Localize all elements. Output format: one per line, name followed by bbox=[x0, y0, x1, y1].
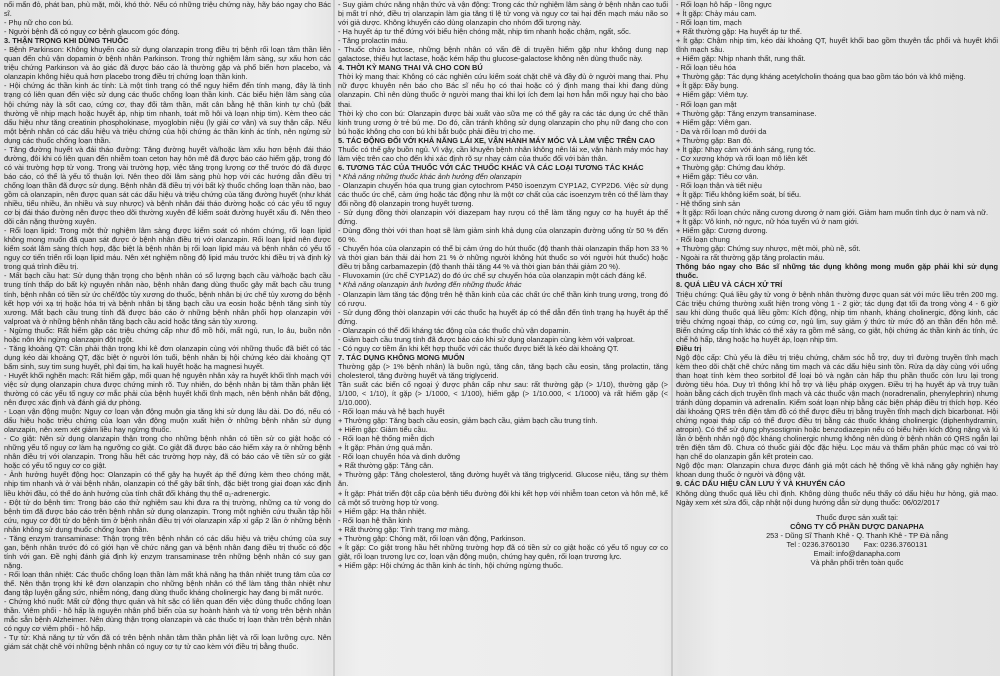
paragraph: - Cơ xương khớp và rối loạn mô liên kết bbox=[676, 153, 808, 163]
paragraph: + Thường gặp: Ban đỏ. bbox=[676, 135, 753, 145]
paragraph: + Ít gặp: Chảy máu cam. bbox=[676, 9, 757, 19]
paragraph: - Sử dụng đồng thời olanzapin với diazepam hay rượu có thể làm tăng nguy cơ hạ huyết áp thế đứng. bbox=[338, 208, 668, 227]
paragraph: + Ít gặp: Co giật trong hầu hết những trường hợp đã có tiền sử co giật hoặc có yếu tố nguy cơ co giật, rối loạn trương lực cơ, loạn vận động muộn, chứng hay quên, rối loạn trương lực. bbox=[338, 542, 668, 561]
paragraph: - Bệnh Parkinson: Không khuyến cáo sử dụng olanzapin trong điều trị bệnh rối loạn tâm thần liên quan đến chủ vận dopamin ở bệnh nhân Parkinson. Trong thử nghiệm lâm sàng, sự xấu hơn các triệu chứng Parkinson và ảo giác đã được báo cáo là thường gặp và phổ biến hơn placebo, và olanzapin không hiệu quả hơn placebo trong điều trị chứng loạn thần kinh. bbox=[4, 45, 331, 82]
paragraph: - Mất bạch cầu hạt: Sử dụng thận trọng cho bệnh nhân có số lượng bạch cầu và/hoặc bạch cầu trung tính thấp do bất kỳ nguyên nhân nào, bệnh nhân đang dùng thuốc gây mất bạch cầu trung tính, bệnh nhân có tiền sử ức chế/độc tủy xương do thuốc, bệnh nhân bị ức chế tủy xương do bệnh kết hợp với xạ trị hoặc hóa trị và bệnh nhân bị tăng bạch cầu ưa eosin hoặc bệnh tăng sinh tủy xương. Mất bạch cầu trung tính đã được báo cáo ở những bệnh nhân phối hợp olanzapin với valproat và ở những bệnh nhân tăng bạch cầu acid hoặc tăng sản tủy xương. bbox=[4, 271, 331, 326]
paragraph: - Người bệnh đã có nguy cơ bệnh glaucom góc đóng. bbox=[4, 27, 180, 37]
paragraph: - Fluvoxamin (ức chế CYP1A2) do đó ức chế sự chuyển hóa của olanzapin một cách đáng kể. bbox=[338, 271, 647, 281]
paragraph: - Olanzapin có thể đối kháng tác động của các thuốc chủ vận dopamin. bbox=[338, 325, 571, 335]
paragraph: - Rối loạn thận và tiết niệu bbox=[676, 180, 762, 190]
paragraph: + Hiếm gặp: Cương dương. bbox=[676, 226, 768, 236]
paragraph: - Giảm bạch cầu trung tính đã được báo cáo khi sử dụng olanzapin cùng kèm với valproat. bbox=[338, 334, 635, 344]
column-right-body bbox=[676, 0, 998, 507]
column-right bbox=[676, 0, 998, 676]
paragraph: - Rối loạn chuyển hóa và dinh dưỡng bbox=[338, 452, 460, 462]
section-heading: 9. CÁC DẤU HIỆU CẦN LƯU Ý VÀ KHUYẾN CÁO bbox=[676, 479, 846, 489]
paragraph: + Thường gặp: Tăng bạch cầu eosin, giảm bạch cầu, giảm bạch cầu trung tính. bbox=[338, 416, 598, 426]
paragraph: - Hệ thống sinh sản bbox=[676, 199, 741, 209]
footer-tel: Tel : 0236.3760130 bbox=[786, 539, 850, 549]
paragraph: - Co giật: Nên sử dụng olanzapin thận trọng cho những bệnh nhân có tiền sử co giật hoặc có những yếu tố nguy cơ làm hạ ngưỡng co giật. Co giật đã được báo cáo hiếm xảy ra ở những bệnh nhân điều trị với olanzapin. Trong hầu hết các trường hợp này, đã có báo cáo về tiền sử co giật hoặc có yếu tố nguy cơ co giật. bbox=[4, 434, 331, 471]
paragraph: - Chứng khó nuốt: Mất cử động thực quản và hít sặc có liên quan đến việc dùng thuốc chống loạn thần. Viêm phổi - hô hấp là nguyên nhân phổ biến của sự hoành hành và tử vong trên bệnh nhân mắc sẵn bệnh Alzheimer. Nên dùng thận trọng olanzapin và các thuốc trị loạn thần trên bệnh nhân có nguy cơ viêm phổi - hô hấp. bbox=[4, 597, 331, 634]
paragraph: - Phụ nữ cho con bú. bbox=[4, 18, 74, 28]
paragraph: + Ít gặp: Phản ứng quá mẫn. bbox=[338, 443, 433, 453]
paragraph: - Ngoài ra rất thường gặp tăng prolactin máu. bbox=[676, 253, 825, 263]
paragraph: + Rất thường gặp: Tình trạng mơ màng. bbox=[338, 524, 470, 534]
paragraph: - Rối loạn lipid: Trong một thử nghiệm lâm sàng được kiểm soát có nhóm chứng, rối loạn lipid không mong muốn đã quan sát được ở bệnh nhân điều trị với olanzapin. Rối loạn lipid nên được kiểm soát lâm sàng thích hợp, đặc biệt là bệnh nhân bị rối loạn lipid máu và bệnh nhân có yếu tố nguy cơ tiến triển rối loạn lipid máu. Nên xét nghiệm nồng độ lipid máu trước khi điều trị và định kỳ trong quá trình điều trị. bbox=[4, 226, 331, 272]
paragraph: + Thường gặp: Chóng mặt, rối loạn vận động, Parkinson. bbox=[338, 533, 526, 543]
paragraph: - Tăng enzym transaminase: Thận trọng trên bệnh nhân có các dấu hiệu và triệu chứng của suy gan, bệnh nhân trước đó có giới hạn về chức năng gan và bệnh nhân đang điều trị thuốc có độc tính với gan. Đề nghị đánh giá định kỳ enzym transaminase trên những bệnh nhân có suy gan nặng. bbox=[4, 533, 331, 570]
paragraph: - Ảnh hưởng huyết động học: Olanzapin có thể gây hạ huyết áp thế đứng kèm theo chóng mặt, nhịp tim nhanh và ở vài bệnh nhân, olanzapin có thể gây bất tỉnh, đặc biệt trong giai đoạn xác định liều khởi đầu, có thể do ảnh hưởng của tính chất đối kháng thụ thể α₁-adrenergic. bbox=[4, 470, 331, 498]
section-heading: 5. TÁC ĐỘNG ĐỐI VỚI KHẢ NĂNG LÁI XE, VẬN HÀNH MÁY MÓC VÀ LÀM VIỆC TRÊN CAO bbox=[338, 135, 655, 145]
paragraph: - Olanzapin làm tăng tác động trên hệ thần kinh của các chất ức chế thần kinh trung ương, trong đó có rượu. bbox=[338, 289, 668, 308]
paragraph: + Hiếm gặp: Hội chứng ác thần kinh ác tính, hội chứng ngừng thuốc. bbox=[338, 560, 563, 570]
fold-line bbox=[333, 0, 335, 676]
paragraph: + Ít gặp: Đầy bụng. bbox=[676, 81, 739, 91]
footer-fax: Fax: 0236.3760131 bbox=[863, 539, 928, 549]
footer-made-at: Thuốc được sản xuất tại: bbox=[815, 512, 899, 522]
paragraph: - Đột tử do bệnh tim: Trong báo cáo thử nghiệm sau khi đưa ra thị trường, những ca tử vong do bệnh tim đã được báo cáo trên bệnh nhân sử dụng olanzapin. Trong một nghiên cứu thuần tập hồi cứu, nguy cơ đột tử do bệnh tim ở bệnh nhân điều trị với olanzapin xấp xỉ gấp 2 lần ở những bệnh nhân không sử dụng thuốc chống loạn thần. bbox=[4, 497, 331, 534]
paragraph: nổi mẩn đỏ, phát ban, phù mặt, môi, khó thở. Nếu có những triệu chứng này, hãy báo ngay cho Bác sĩ. bbox=[4, 0, 331, 19]
paragraph: - Dùng đồng thời với than hoạt sẽ làm giảm sinh khả dụng của olanzapin đường uống từ 50 % đến 60 %. bbox=[338, 226, 668, 245]
paragraph: Không dùng thuốc quá liều chỉ định. Không dùng thuốc nếu thấy có dấu hiệu hư hỏng, giả mạo. Ngày xem xét sửa đổi, cập nhật nội dung hướng dẫn sử dụng thuốc: 06/02/2017 bbox=[676, 488, 998, 507]
paragraph: - Tăng prolactin máu. bbox=[338, 36, 408, 46]
manufacturer-footer bbox=[716, 513, 998, 567]
footer-company: CÔNG TY CỔ PHẦN DƯỢC DANAPHA bbox=[790, 521, 924, 531]
paragraph: * Khả năng những thuốc khác ảnh hưởng đến olanzapin bbox=[338, 171, 522, 181]
paragraph: + Hiếm gặp: Nhịp nhanh thất, rung thất. bbox=[676, 54, 806, 64]
paragraph: + Hiếm gặp: Tiêu cơ vân. bbox=[676, 171, 759, 181]
paragraph: - Hạ huyết áp tư thế đứng với biểu hiện chóng mặt, nhịp tim nhanh hoặc chậm, ngất, sốc. bbox=[338, 27, 631, 37]
paragraph: - Ngừng thuốc: Rất hiếm gặp các triệu chứng cấp như đổ mồ hôi, mất ngủ, run, lo âu, buồn nôn hoặc nôn khi ngừng olanzapin đột ngột. bbox=[4, 325, 331, 344]
column-left bbox=[4, 0, 331, 676]
paragraph: + Thường gặp: Tăng cholesterol, tăng đường huyết và tăng triglycerid. Glucose niệu, tăng sự thèm ăn. bbox=[338, 470, 668, 489]
footer-address: 253 - Dũng Sĩ Thanh Khê - Q. Thanh Khê - TP Đà nẵng bbox=[766, 530, 948, 540]
section-heading: 7. TÁC DỤNG KHÔNG MONG MUỐN bbox=[338, 352, 465, 362]
paragraph: + Ít gặp: Nhạy cảm với ánh sáng, rụng tóc. bbox=[676, 144, 816, 154]
section-heading: 8. QUÁ LIỀU VÀ CÁCH XỬ TRÍ bbox=[676, 280, 783, 290]
paragraph: - Rối loạn hô hấp - lồng ngực bbox=[676, 0, 772, 9]
paragraph: Thời kỳ mang thai: Không có các nghiên cứu kiểm soát chặt chẽ và đầy đủ ở người mang thai. Phụ nữ được khuyên nên báo cho Bác sĩ nếu họ có thai hoặc có ý định mang thai khi đang dùng olanzapin. Chỉ nên dùng thuốc ở người mang thai khi lợi ích đem lại hơn hẳn mối nguy hại cho bào thai. bbox=[338, 72, 668, 109]
paragraph: Ngộ độc cấp: Chủ yếu là điều trị triệu chứng, chăm sóc hỗ trợ, duy trì đường truyền tĩnh mạch kèm theo dõi chặt chẽ chức năng tim mạch và các dấu hiệu sinh tồn. Rửa dạ dày cùng với uống than hoạt tính kèm theo sorbitol để loại bỏ và ngăn cản hấp thu phần thuốc còn lưu lại trong đường tiêu hóa. Duy trì thông khí hỗ trợ và liệu pháp oxygen. Điều trị hạ huyết áp và trụy tuần hoàn bằng cách dịch truyền tĩnh mạch và các thuốc vận mạch (noradrenalin, phenylephrin) nhưng tránh dùng dopamin và adrenalin. Kiểm soát loạn nhịp bằng các biện pháp điều trị thích hợp. Kéo dài khoảng QRS trên điện tâm đồ có thể được điều trị bằng truyền tĩnh mạch dịch bicarbonat. Hội chứng ngoại tháp cấp có thể được điều trị bằng các thuốc kháng cholinergic (diphenhydramin, atropin). Có thể sử dụng physostigmin hoặc benzodiazepin nếu có biểu hiện kích động nặng và lú lẫn ở bệnh nhân ngộ độc kháng cholinergic nhưng không nên dùng ở bệnh nhân có QRS ngắn lại trên điện tâm đồ. Chưa có thuốc giải độc đặc hiệu. Lọc máu và thẩm phân phúc mạc có vai trò hạn chế do olanzapin gắn kết protein cao. bbox=[676, 352, 998, 462]
paragraph: Thông báo ngay cho Bác sĩ những tác dụng không mong muốn gặp phải khi sử dụng thuốc. bbox=[676, 262, 998, 281]
paragraph: - Rối loạn thân nhiệt: Các thuốc chống loạn thần làm mất khả năng hạ thân nhiệt trung tâm của cơ thể. Nên thận trọng khi kê đơn olanzapin cho những bệnh nhân có thể làm tăng thân nhiệt như đang tập luyện gắng sức, nhiễm nóng, đang dùng thuốc kháng cholinergic hay đang bị mất nước. bbox=[4, 569, 331, 598]
paragraph: - Loạn vận động muộn: Nguy cơ loạn vận động muộn gia tăng khi sử dụng lâu dài. Do đó, nếu có dấu hiệu hoặc triệu chứng của loạn vận động muộn xuất hiện ở những bệnh nhân sử dụng olanzapin, nên xem xét giảm liều hay ngừng thuốc. bbox=[4, 407, 331, 435]
paragraph: + Ít gặp: Phát triển đột cấp của bệnh tiểu đường đôi khi kết hợp với nhiễm toan ceton và hôn mê, kể cả một số trường hợp tử vong. bbox=[338, 488, 668, 507]
paragraph: + Rất thường gặp: Tăng cân. bbox=[338, 461, 434, 471]
paragraph: - Chuyển hóa của olanzapin có thể bị cảm ứng do hút thuốc (độ thanh thải olanzapin thấp hơn 33 % và thời gian bán thải dài hơn 21 % ở những người không hút thuốc so với người hút thuốc) hoặc điều trị bằng carbamazepin (độ thanh thải tăng 44 % và thời gian bán thải giảm 20 %). bbox=[338, 244, 668, 272]
paragraph: - Hội chứng ác thần kinh ác tính: Là một tình trạng có thể nguy hiểm đến tính mạng, đây là tình trạng có liên quan đến việc sử dụng các thuốc chống loạn thần kinh. Các biểu hiện lâm sàng của hội chứng này là sốt cao, cứng cơ, thay đổi tâm thần, mất cân bằng hệ thần kinh tự chủ (bất thường về nhịp mạch hoặc huyết áp, nhịp tim nhanh, toát mồ hôi và loạn nhịp tim). Kèm theo các dấu hiệu như tăng creatinin phosphokinase, myoglobin niệu (ly giải cơ vân) và suy thận cấp. Nếu một bệnh nhân có các dấu hiệu và triệu chứng của hội chứng ác thần kinh ác tính, nên ngừng sử dụng các thuốc chống loạn thần. bbox=[4, 81, 331, 145]
paragraph: - Tự tử: Khả năng tự tử vốn đã có trên bệnh nhân tâm thần phân liệt và rối loạn lưỡng cực. Nên giám sát chặt chẽ với những bệnh nhân có nguy cơ tự tử cao kèm với điều trị bằng thuốc. bbox=[4, 633, 331, 652]
paragraph: - Rối loạn máu và hệ bạch huyết bbox=[338, 407, 445, 417]
section-heading: 4. THỜI KỲ MANG THAI VÀ CHO CON BÚ bbox=[338, 63, 483, 73]
paragraph: - Tăng khoảng QT: Cần phải thận trọng khi kê đơn olanzapin cùng với những thuốc đã biết có tác dụng kéo dài khoảng QT, đặc biệt ở người lớn tuổi, bệnh nhân bị hội chứng kéo dài khoảng QT bẩm sinh, suy tim sung huyết, phì đại tim, hạ kali huyết hoặc hạ magnesi huyết. bbox=[4, 343, 331, 371]
paragraph: + Thường gặp: Chứng suy nhược, mệt mỏi, phù nề, sốt. bbox=[676, 244, 861, 254]
paragraph: - Rối loạn chung bbox=[676, 235, 730, 245]
paragraph: + Rất thường gặp: Hạ huyết áp tư thế. bbox=[676, 27, 802, 37]
paragraph: Thường gặp (> 1% bệnh nhân) là buồn ngủ, tăng cân, tăng bạch cầu eosin, tăng prolactin, tăng cholesterol, tăng đường huyết và tăng triglycerid. bbox=[338, 361, 668, 380]
paragraph: + Hiếm gặp: Hạ thân nhiệt. bbox=[338, 506, 427, 516]
footer-distribution: Và phân phối trên toàn quốc bbox=[810, 557, 904, 567]
paragraph: + Thường gặp: Tác dụng kháng acetylcholin thoáng qua bao gồm táo bón và khô miệng. bbox=[676, 72, 966, 82]
footer-phone-fax bbox=[716, 540, 998, 549]
fold-line bbox=[671, 0, 673, 676]
footer-email: Email: info@danapha.com bbox=[813, 548, 901, 558]
paragraph: - Tăng đường huyết và đái tháo đường: Tăng đường huyết và/hoặc làm xấu hơn bệnh đái tháo đường, đôi khi có liên quan đến nhiễm toan ceton hay hôn mê đã được báo cáo hiếm gặp, trong đó có vài trường hợp tử vong. Trong vài trường hợp, việc tăng trọng lượng cơ thể trước đó đã được báo cáo, có thể là yếu tố thuận lợi. Nên theo dõi lâm sàng phù hợp với các hướng dẫn điều trị chống loạn thần đã được sử dụng. Bệnh nhân đã điều trị với bất kỳ thuốc chống loạn thần nào, bao gồm cả olanzapin, nên được quan sát các dấu hiệu và triệu chứng của tăng đường huyết (như khát nhiều, tiểu nhiều, ăn nhiều và suy nhược) và bệnh nhân đái tháo đường hoặc có các yếu tố nguy cơ bị đái tháo đường nên được theo dõi thường xuyên để kiểm soát đường huyết xấu đi. Nên theo dõi cân nặng thường xuyên. bbox=[4, 144, 331, 227]
paragraph: Thời kỳ cho con bú: Olanzapin được bài xuất vào sữa mẹ có thể gây ra các tác dụng ức chế thần kinh trung ương ở trẻ bú mẹ. Do đó, cần tránh không sử dụng olanzapin cho phụ nữ đang cho con bú hoặc không cho con bú khi bắt buộc phải điều trị cho mẹ. bbox=[338, 108, 668, 136]
column-middle bbox=[338, 0, 668, 676]
paragraph: - Suy giảm chức năng nhận thức và vận động: Trong các thử nghiệm lâm sàng ở bệnh nhân cao tuổi bị mất trí nhớ, điều trị olanzapin làm gia tăng tỉ lệ tử vong và nguy cơ tai hại đến mạch máu não so với giả dược. Không khuyến cáo dùng olanzapin cho nhóm đối tượng này. bbox=[338, 0, 668, 28]
paragraph: + Ít gặp: Chậm nhịp tim, kéo dài khoảng QT, huyết khối bao gồm thuyên tắc phổi và huyết khối tĩnh mạch sâu. bbox=[676, 36, 998, 55]
paragraph: - Rối loạn tiêu hóa bbox=[676, 63, 736, 73]
paragraph: Tần suất các biến cố ngoại ý được phân cấp như sau: rất thường gặp (> 1/10), thường gặp (> 1/100, < 1/10), ít gặp (> 1/1000, < 1/100), hiếm gặp (> 1/10.000, < 1/1000) và rất hiếm gặp (< 1/10.000). bbox=[338, 379, 668, 408]
paragraph: - Olanzapin chuyển hóa qua trung gian cytochrom P450 isoenzym CYP1A2, CYP2D6. Việc sử dụng các thuốc ức chế, cảm ứng hoặc tác động như là một cơ chất của các isoenzym trên có thể làm thay đổi nồng độ olanzapin trong huyết tương. bbox=[338, 180, 668, 209]
paragraph: Ngộ độc mạn: Olanzapin chưa được đánh giá một cách hệ thống về khả năng gây nghiện hay khoan dung thuốc ở người và động vật. bbox=[676, 461, 998, 480]
paragraph: + Ít gặp: Rối loạn chức năng cương dương ở nam giới. Giảm ham muốn tình dục ở nam và nữ. bbox=[676, 208, 989, 218]
paragraph: - Sử dụng đồng thời olanzapin với các thuốc hạ huyết áp có thể dẫn đến tình trạng hạ huyết áp thế đứng. bbox=[338, 307, 668, 326]
paragraph: Triệu chứng: Quá liều gây tử vong ở bệnh nhân thường được quan sát với mức liều trên 200 mg. Các triệu chứng thường xuất hiện trong vòng 1 - 2 giờ; tác dụng đạt tối đa trong vòng 4 - 6 giờ sau khi dùng thuốc quá liều gồm: Kích động, nhịp tim nhanh, kháng cholinergic, động kinh, các triệu chứng ngoại tháp, co cứng cơ, ngủ lịm, suy giảm ý thức từ mức độ an thần đến hôn mê. Biến chứng cấp tính khác có thể xảy ra gồm mê sảng, co giật, hội chứng ác thần kinh ác tính, ức chế hô hấp, tăng hoặc hạ huyết áp, loạn nhịp tim. bbox=[676, 289, 998, 344]
section-heading: 3. THẬN TRỌNG KHI DÙNG THUỐC bbox=[4, 36, 129, 46]
paragraph: - Thuốc chứa lactose, những bệnh nhân có vấn đề di truyền hiếm gặp như không dung nạp galactose, thiếu hụt lactase, hoặc kém hấp thu glucose-galactose không nên dùng thuốc này. bbox=[338, 45, 668, 64]
paragraph: + Hiếm gặp: Viêm gan. bbox=[676, 117, 752, 127]
paragraph: * Khả năng olanzapin ảnh hưởng đến những thuốc khác bbox=[338, 280, 522, 290]
paragraph: - Da và rối loạn mô dưới da bbox=[676, 126, 767, 136]
paragraph: + Hiếm gặp: Giảm tiểu cầu. bbox=[338, 425, 428, 435]
paragraph: - Rối loạn hệ thần kinh bbox=[338, 515, 412, 525]
paragraph: - Rối loạn tim, mạch bbox=[676, 18, 742, 28]
paragraph: + Hiếm gặp: Viêm tụy. bbox=[676, 90, 749, 100]
paragraph: + Thường gặp: Chứng đau khớp. bbox=[676, 162, 786, 172]
section-heading: 6. TƯƠNG TÁC CỦA THUỐC VỚI CÁC THUỐC KHÁC VÀ CÁC LOẠI TƯƠNG TÁC KHÁC bbox=[338, 162, 644, 172]
paragraph: - Rối loạn hệ thống miễn dịch bbox=[338, 434, 435, 444]
paragraph: + Ít gặp: Tiểu không kiểm soát, bí tiểu. bbox=[676, 189, 802, 199]
paragraph: + Thường gặp: Tăng enzym transaminase. bbox=[676, 108, 817, 118]
paragraph: - Có nguy cơ tiềm ẩn khi kết hợp thuốc với các thuốc được biết là kéo dài khoảng QT. bbox=[338, 343, 619, 353]
section-heading: Điều trị bbox=[676, 343, 702, 353]
paragraph: - Huyết khối nghẽn mạch: Rất hiếm gặp, mối quan hệ nguyên nhân xảy ra huyết khối tĩnh mạch với việc sử dụng olanzapin chưa được chứng minh rõ. Tuy nhiên, do bệnh nhân bị tâm thần phân liệt thường có các yếu tố nguy cơ mắc phải của bệnh huyết khối tĩnh mạch, nên bệnh nhân bất động, nên được xác định và đánh giá dự phòng. bbox=[4, 370, 331, 408]
paragraph: Thuốc có thể gây buồn ngủ. Vì vậy, cần khuyên bệnh nhân không nên lái xe, vận hành máy móc hay làm việc trên cao cho đến khi xác định rõ sự nhạy cảm của thuốc đối với bản thân. bbox=[338, 144, 668, 163]
paragraph: - Rối loạn gan mật bbox=[676, 99, 737, 109]
paragraph: + Ít gặp: Vô kinh, nở ngực, nữ hóa tuyến vú ở nam giới. bbox=[676, 217, 859, 227]
